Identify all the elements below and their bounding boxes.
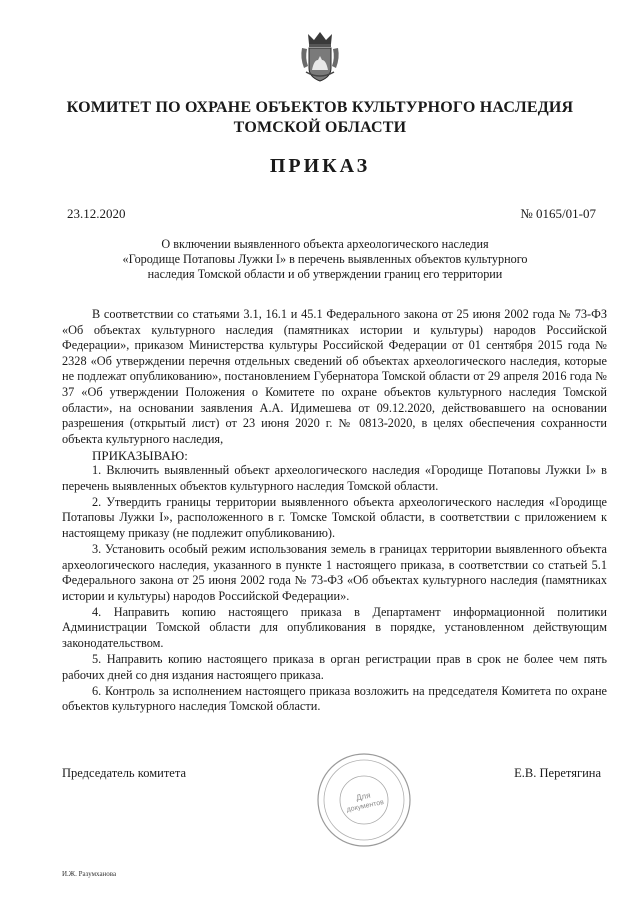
document-number: № 0165/01-07	[520, 206, 596, 221]
signatory-name: Е.В. Перетягина	[514, 766, 601, 780]
organization-title-line1: КОМИТЕТ ПО ОХРАНЕ ОБЪЕКТОВ КУЛЬТУРНОГО НАСЛЕДИЯ	[66, 99, 574, 116]
order-item: 5. Направить копию настоящего приказа в орган регистрации прав в срок не более чем пять рабочих дней со дня издания настоящего приказа.	[62, 652, 607, 682]
stamp-text-line1: Для	[355, 790, 372, 803]
order-items-list	[62, 463, 607, 716]
coat-of-arms-icon	[300, 30, 340, 84]
document-date: 23.12.2020	[67, 206, 126, 221]
document-subject	[90, 237, 560, 282]
order-item: 4. Направить копию настоящего приказа в Департамент информационной политики Администрации Томской области для опубликования в порядке, установленном действующим законодательством.	[62, 604, 607, 651]
official-stamp	[314, 750, 414, 850]
document-type-title: ПРИКАЗ	[269, 155, 371, 177]
executor-name: И.Ж. Разумханова	[62, 870, 117, 878]
order-item: 3. Установить особый режим использования земель в границах территории выявленного объекта археологического наследия, указанного в пункте 1 настоящего приказа, в соответствии со статьей 5.1 Федерального закона от 25 июня 2002 года № 73-ФЗ «Об объектах культурного наследия (памятниках истории и культуры) народов Российской Федерации».	[62, 541, 607, 603]
organization-title-line2: ТОМСКОЙ ОБЛАСТИ	[233, 119, 407, 136]
subject-line: наследия Томской области и об утверждении границ его территории	[147, 267, 503, 281]
preamble-paragraph: В соответствии со статьями 3.1, 16.1 и 45.1 Федерального закона от 25 июня 2002 года № 73-ФЗ «Об объектах культурного наследия (памятниках истории и культуры) народов Российской Федерации», приказом Министерства культуры Российской Федерации от 01 сентября 2015 года № 2328 «Об утверждении перечня отдельных сведений об объектах археологического наследия, которые не подлежат опубликованию», постановлением Губернатора Томской области от 29 апреля 2016 года № 37 «Об утверждении Положения о Комитете по охране объектов культурного наследия Томской области», на основании заявления А.А. Идимешева от 09.12.2020, действовавшего на основании разрешения (открытый лист) от 23 июня 2020 г. № 0813-2020, в целях обеспечения сохранности объекта культурного наследия,	[62, 307, 607, 446]
stamp-text-line2: документов	[346, 798, 385, 814]
order-item: 6. Контроль за исполнением настоящего приказа возложить на председателя Комитета по охране объектов культурного наследия Томской области.	[62, 683, 607, 714]
subject-line: О включении выявленного объекта археологического наследия	[161, 237, 489, 251]
signatory-position: Председатель комитета	[62, 766, 186, 780]
order-item: 1. Включить выявленный объект археологического наследия «Городище Потаповы Лужки I» в перечень выявленных объектов культурного наследия Томской области.	[62, 463, 607, 493]
subject-line: «Городище Потаповы Лужки I» в перечень выявленных объектов культурного	[122, 252, 528, 266]
order-heading: ПРИКАЗЫВАЮ:	[92, 448, 188, 463]
order-item: 2. Утвердить границы территории выявленного объекта археологического наследия «Городище Потаповы Лужки I», расположенного в г. Томске Томской области, в соответствии с приложением к настоящему приказу (не подлежит опубликованию).	[62, 494, 607, 540]
